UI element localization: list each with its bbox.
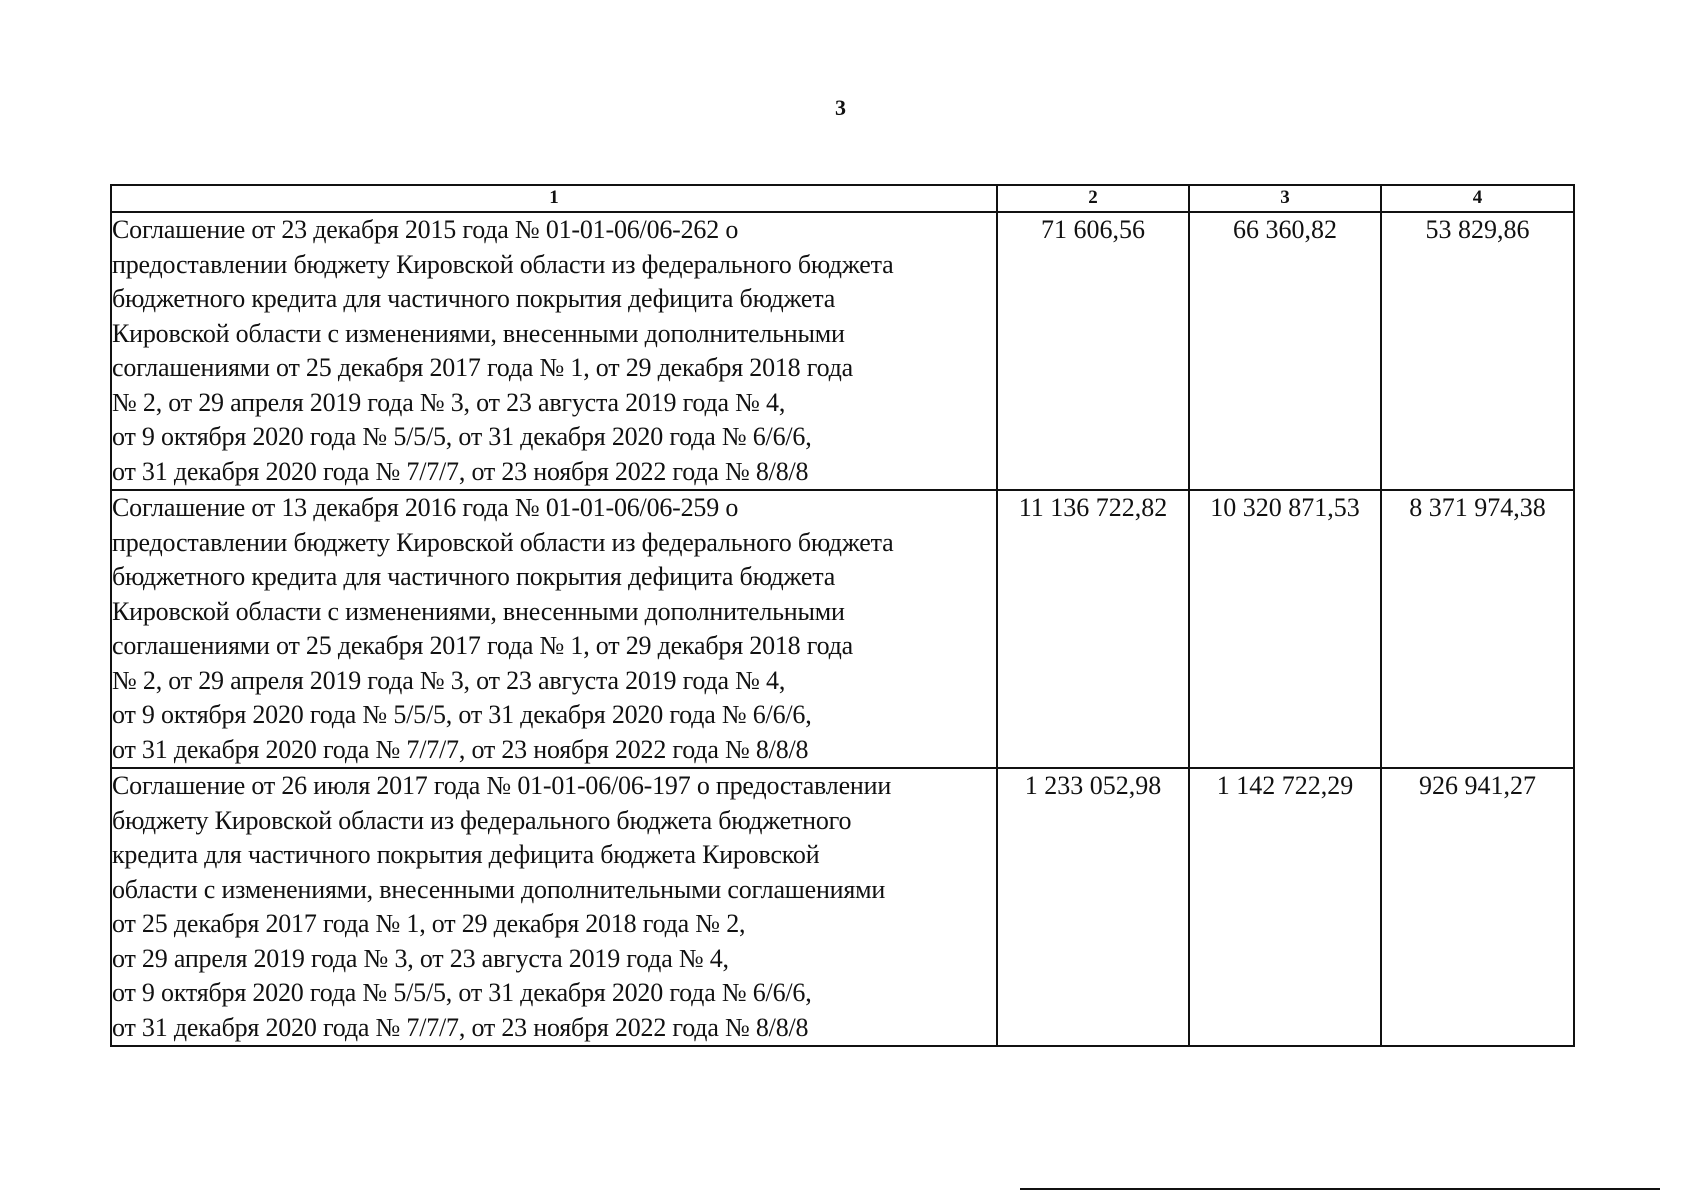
text-line: № 2, от 29 апреля 2019 года № 3, от 23 августа 2019 года № 4, xyxy=(112,387,786,417)
text-line: от 9 октября 2020 года № 5/5/5, от 31 декабря 2020 года № 6/6/6, xyxy=(112,978,812,1007)
text-line: от 9 октября 2020 года № 5/5/5, от 31 декабря 2020 года № 6/6/6, xyxy=(112,422,812,451)
text-line: от 31 декабря 2020 года № 7/7/7, от 23 ноября 2022 года № 8/8/8 xyxy=(112,456,809,486)
text-line: № 2, от 29 апреля 2019 года № 3, от 23 августа 2019 года № 4, xyxy=(112,665,786,695)
header-col-1: 1 xyxy=(111,185,997,212)
text-line: Соглашение от 13 декабря 2016 года № 01-01-06/06-259 о xyxy=(112,493,739,522)
text-line: бюджетного кредита для частичного покрытия дефицита бюджета xyxy=(112,284,836,313)
table-row xyxy=(111,490,1574,768)
text-line: соглашениями от 25 декабря 2017 года № 1, от 29 декабря 2018 года xyxy=(112,631,854,660)
agreement-description xyxy=(111,768,997,1046)
agreement-description xyxy=(111,490,997,768)
text-line: Соглашение от 23 декабря 2015 года № 01-01-06/06-262 о xyxy=(112,215,739,244)
text-line: кредита для частичного покрытия дефицита бюджета Кировской xyxy=(112,840,820,869)
text-line: от 9 октября 2020 года № 5/5/5, от 31 декабря 2020 года № 6/6/6, xyxy=(112,700,812,729)
text-line: Кировской области с изменениями, внесенными дополнительными xyxy=(112,318,845,348)
value-col-3: 66 360,82 xyxy=(1189,212,1381,490)
value-col-2: 1 233 052,98 xyxy=(997,768,1189,1046)
text-line: соглашениями от 25 декабря 2017 года № 1, от 29 декабря 2018 года xyxy=(112,353,854,382)
text-line: области с изменениями, внесенными дополнительными соглашениями xyxy=(112,874,886,904)
text-line: Соглашение от 26 июля 2017 года № 01-01-06/06-197 о предоставлении xyxy=(112,771,892,800)
text-line: предоставлении бюджету Кировской области из федерального бюджета xyxy=(112,527,894,557)
header-col-3: 3 xyxy=(1189,185,1381,212)
text-line: от 31 декабря 2020 года № 7/7/7, от 23 ноября 2022 года № 8/8/8 xyxy=(112,1012,809,1042)
table-row xyxy=(111,768,1574,1046)
text-line: от 25 декабря 2017 года № 1, от 29 декабря 2018 года № 2, xyxy=(112,909,746,938)
header-col-2: 2 xyxy=(997,185,1189,212)
text-line: от 29 апреля 2019 года № 3, от 23 августа 2019 года № 4, xyxy=(112,943,729,973)
table-row xyxy=(111,212,1574,490)
text-line: предоставлении бюджету Кировской области из федерального бюджета xyxy=(112,249,894,279)
value-col-4: 8 371 974,38 xyxy=(1381,490,1574,768)
agreements-table xyxy=(110,184,1575,1047)
text-line: Кировской области с изменениями, внесенными дополнительными xyxy=(112,596,845,626)
agreement-description xyxy=(111,212,997,490)
value-col-2: 11 136 722,82 xyxy=(997,490,1189,768)
value-col-4: 53 829,86 xyxy=(1381,212,1574,490)
text-line: бюджетного кредита для частичного покрытия дефицита бюджета xyxy=(112,562,836,591)
value-col-3: 10 320 871,53 xyxy=(1189,490,1381,768)
header-row xyxy=(111,185,1574,212)
text-line: от 31 декабря 2020 года № 7/7/7, от 23 ноября 2022 года № 8/8/8 xyxy=(112,734,809,764)
header-col-4: 4 xyxy=(1381,185,1574,212)
value-col-4: 926 941,27 xyxy=(1381,768,1574,1046)
page-number: 3 xyxy=(835,95,846,120)
value-col-2: 71 606,56 xyxy=(997,212,1189,490)
bottom-divider xyxy=(1020,1188,1660,1190)
value-col-3: 1 142 722,29 xyxy=(1189,768,1381,1046)
text-line: бюджету Кировской области из федерального бюджета бюджетного xyxy=(112,805,852,835)
